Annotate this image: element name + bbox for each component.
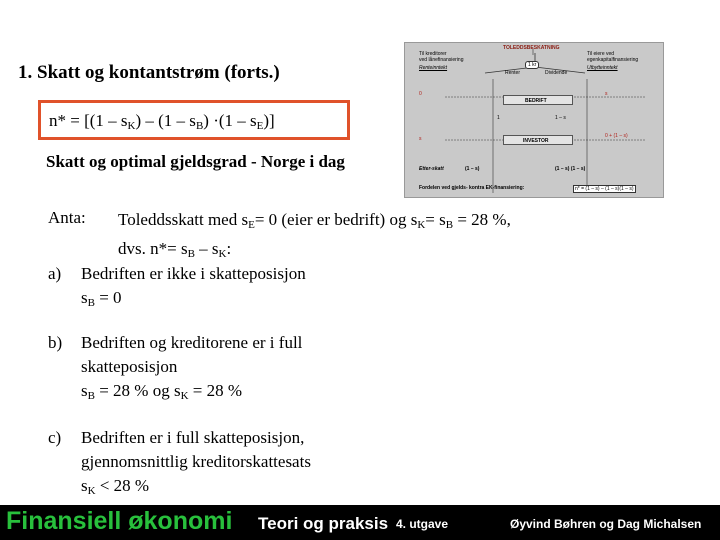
- item-letter: c): [48, 428, 62, 447]
- anta-text: [118, 208, 638, 266]
- fig-top-title: TOLEDDSBESKATNING: [503, 45, 560, 51]
- item-text: Bedriften er ikke i skatteposisjon $s_B = 0$: [81, 264, 306, 309]
- footer-bar: [0, 505, 720, 540]
- anta-line-2: dvs. $n*= s_B - s_K$:: [118, 239, 232, 260]
- fig-bottom-note: Fordelen ved gjelds- kontra EK-finansiering:: [419, 185, 525, 191]
- fig-left-head3: Renteinntekt: [419, 65, 448, 71]
- fig-left-head1: Til kreditorer: [419, 51, 447, 57]
- item-letter: a): [48, 264, 62, 283]
- fig-renter: Renter: [505, 70, 521, 76]
- fig-bedrift: BEDRIFT: [525, 98, 547, 104]
- formula-box: [38, 100, 350, 140]
- fig-row4-right: (1 – s) (1 – s): [555, 166, 586, 172]
- slide-title: 1. Skatt og kontantstrøm (forts.): [18, 62, 280, 83]
- brand-title: Finansiell økonomi: [6, 507, 233, 535]
- fig-right-head2: egenkapitalfinansiering: [587, 57, 639, 63]
- anta-label: Anta:: [48, 208, 86, 227]
- fig-row2-right: 1 – s: [555, 115, 566, 121]
- authors-label: Øyvind Bøhren og Dag Michalsen: [510, 517, 702, 531]
- brand-subtitle: Teori og praksis: [258, 514, 389, 533]
- fig-row4-left: Etter-skatt: [419, 166, 444, 172]
- list-item-c: [48, 426, 448, 500]
- item-text: Bedriften og kreditorene er i full skatteposisjon $s_B = 28$ % og $s_K = 28$ %: [81, 333, 303, 402]
- fig-row1-left: 0: [419, 91, 422, 97]
- fig-investor: INVESTOR: [523, 138, 549, 144]
- anta-line-1: Toleddsskatt med $s_E= 0$ (eier er bedrift) og $s_K= s_B = 28$ %,: [118, 210, 511, 231]
- fig-bottom-formula: n* = (1 – s) – (1 – s)(1 – s): [575, 186, 634, 192]
- fig-left-head2: ved lånefinansiering: [419, 57, 464, 63]
- item-text: Bedriften er i full skatteposisjon, gjennomsnittlig kreditorskattesats $s_K < 28$ %: [81, 428, 311, 497]
- fig-center-label: 1 kr: [525, 61, 539, 69]
- fig-right-head3: Utbytteinntekt: [587, 65, 618, 71]
- subheading: Skatt og optimal gjeldsgrad - Norge i dag: [46, 152, 345, 171]
- fig-right-head1: Til eiere ved: [587, 51, 615, 57]
- list-item-b: [48, 331, 448, 405]
- edition-label: 4. utgave: [396, 517, 449, 531]
- fig-row3-left: s: [419, 136, 422, 142]
- fig-row1-right: s: [605, 91, 608, 97]
- fig-row2-left: 1: [497, 115, 500, 121]
- formula-text: $n* = [(1 - s_K) - (1 - s_B) \cdot(1 - s_E)]$: [49, 111, 275, 132]
- fig-row4-mid: (1 – s): [465, 166, 480, 172]
- fig-row3-right: 0 + (1 – s): [605, 133, 628, 139]
- list-item-a: [48, 262, 448, 312]
- item-letter: b): [48, 333, 63, 352]
- fig-dividends: Dividende: [545, 70, 568, 76]
- taxation-diagram: [404, 42, 664, 198]
